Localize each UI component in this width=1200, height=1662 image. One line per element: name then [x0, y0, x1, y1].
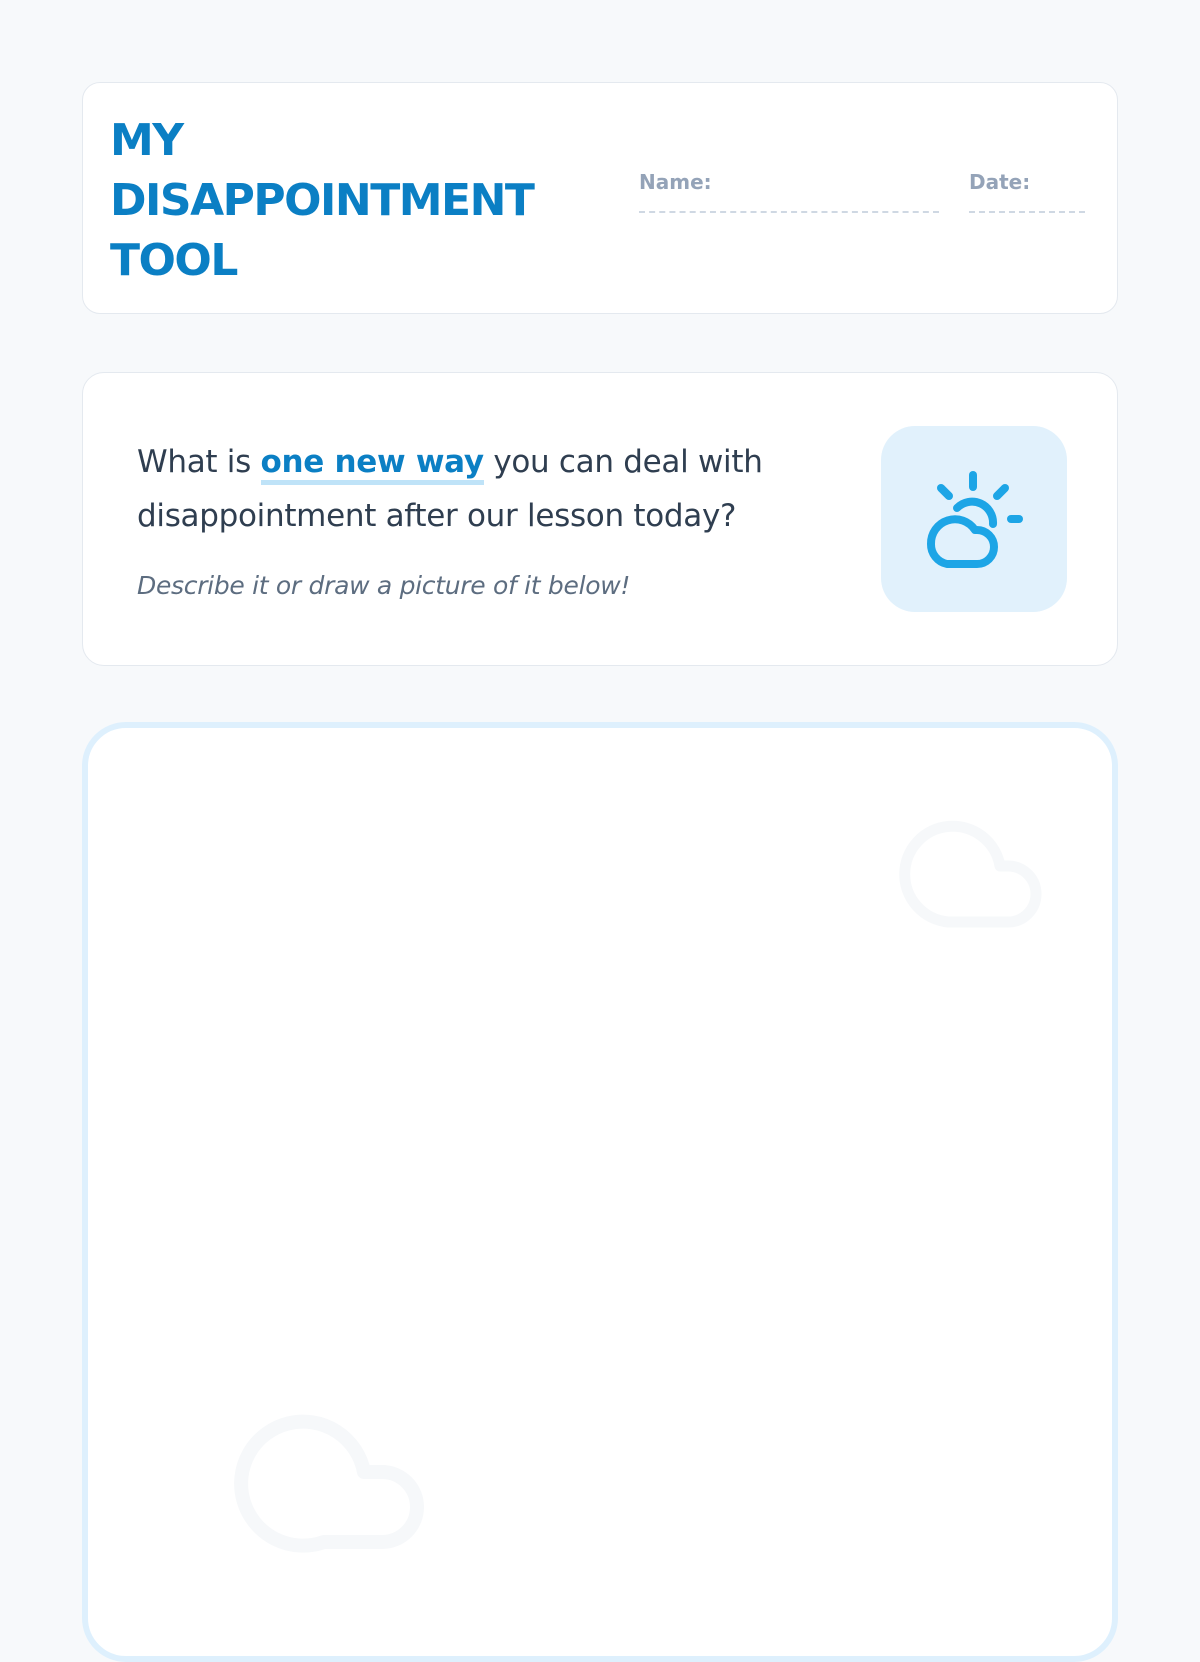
question-text [137, 435, 777, 543]
date-line[interactable] [969, 211, 1085, 213]
page-title-text: MY DISAPPOINTMENT TOOL [110, 115, 534, 286]
drawing-area[interactable] [82, 722, 1118, 1662]
question-card [82, 372, 1118, 666]
date-label: Date: [969, 170, 1031, 194]
question-emphasis: one new way [261, 444, 484, 485]
cloud-icon [896, 820, 1044, 932]
question-prefix: What is [137, 444, 261, 480]
icon-tile [881, 426, 1067, 612]
header-card [82, 82, 1118, 314]
name-label: Name: [639, 170, 712, 194]
question-suffix: you can deal with disappointment after our lesson today? [137, 444, 763, 534]
date-field[interactable] [969, 169, 1085, 213]
name-field[interactable] [639, 169, 939, 213]
question-hint: Describe it or draw a picture of it below! [137, 571, 631, 600]
sun-behind-cloud-icon [881, 426, 1067, 612]
page-title [110, 111, 570, 291]
cloud-icon [230, 1408, 426, 1554]
name-line[interactable] [639, 211, 939, 213]
